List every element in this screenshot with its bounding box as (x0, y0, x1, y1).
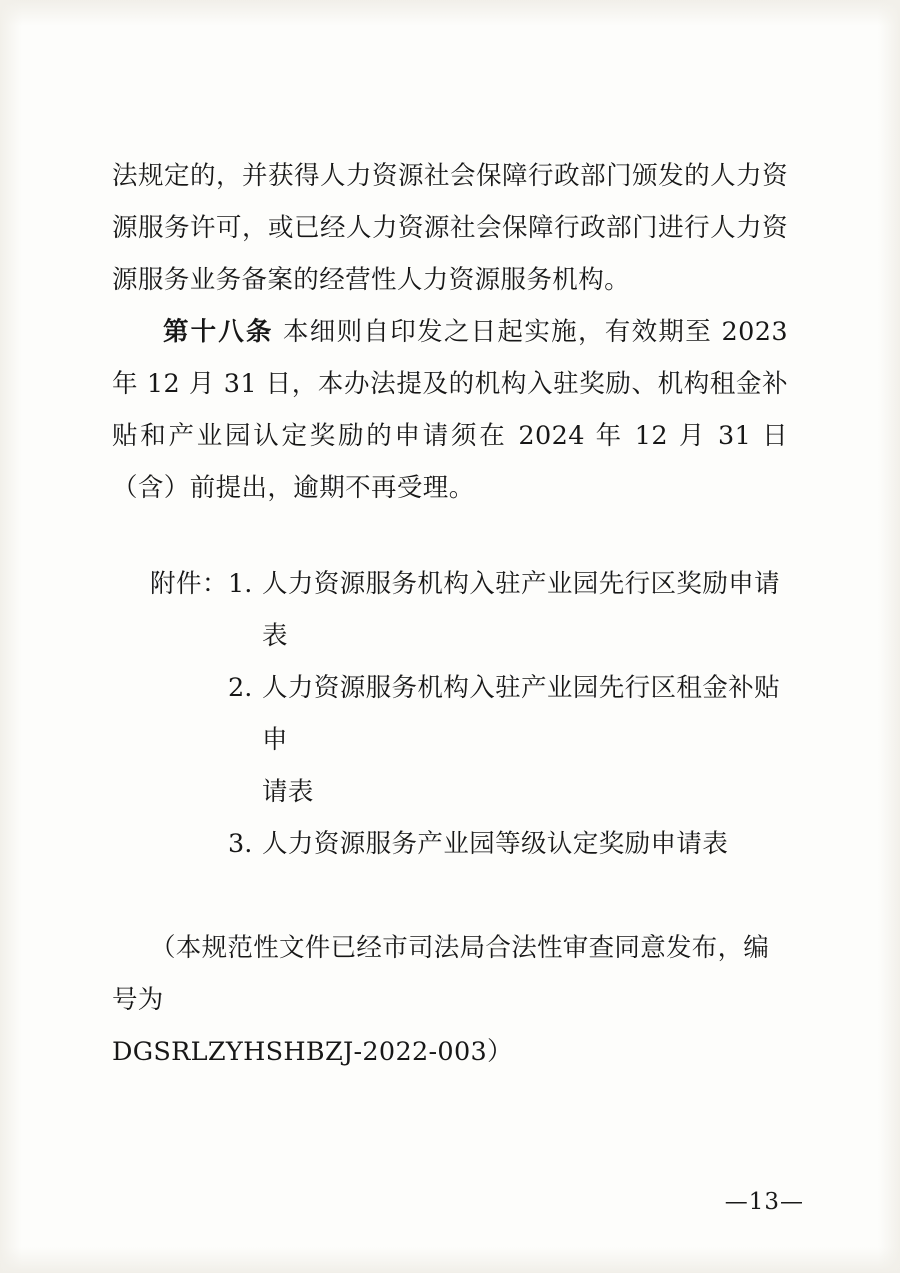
scan-edge-top (0, 0, 900, 26)
article-18-heading: 第十八条 (163, 317, 274, 347)
attachment-text: 人力资源服务机构入驻产业园先行区奖励申请表 (262, 569, 781, 651)
attachment-text: 请表 (262, 777, 314, 807)
scan-edge-right (878, 0, 900, 1273)
article-18-spacer (274, 317, 283, 347)
attachment-text: 人力资源服务产业园等级认定奖励申请表 (262, 829, 729, 859)
attachments-label: 附件： (150, 569, 229, 599)
spacer-before-note (112, 870, 788, 922)
attachment-number: 2. (228, 673, 253, 703)
attachment-number: 1. (228, 569, 253, 599)
scan-edge-left (0, 0, 22, 1273)
attachments-block (150, 558, 788, 870)
spacer-before-attachments (112, 514, 788, 558)
page-number: —13— (724, 1189, 804, 1215)
paragraph-continuation: 法规定的，并获得人力资源社会保障行政部门颁发的人力资源服务许可，或已经人力资源社会保障行政部门进行人力资源服务业务备案的经营性人力资源服务机构。 (112, 161, 788, 295)
legality-review-note (112, 922, 788, 1078)
attachment-number: 3. (228, 829, 253, 859)
document-body (112, 150, 788, 1078)
scan-edge-bottom (0, 1247, 900, 1273)
attachments-row (150, 558, 788, 870)
note-line-2: DGSRLZYHSHBZJ-2022-003） (112, 1037, 513, 1067)
note-line-1: （本规范性文件已经市司法局合法性审查同意发布，编号为 (112, 933, 770, 1015)
list-item-continuation (228, 766, 788, 818)
article-18-paragraph (112, 306, 788, 514)
attachment-text: 人力资源服务机构入驻产业园先行区租金补贴申 (262, 673, 781, 755)
list-item (228, 558, 788, 662)
attachments-list (228, 558, 788, 870)
list-item (228, 662, 788, 766)
list-item (228, 818, 788, 870)
article-18-text: 本细则自印发之日起实施，有效期至 2023 年 12 月 31 日，本办法提及的机构入驻奖励、机构租金补贴和产业园认定奖励的申请须在 2024 年 12 月 31 日（含）前提出，逾期不再受理。 (112, 317, 788, 503)
